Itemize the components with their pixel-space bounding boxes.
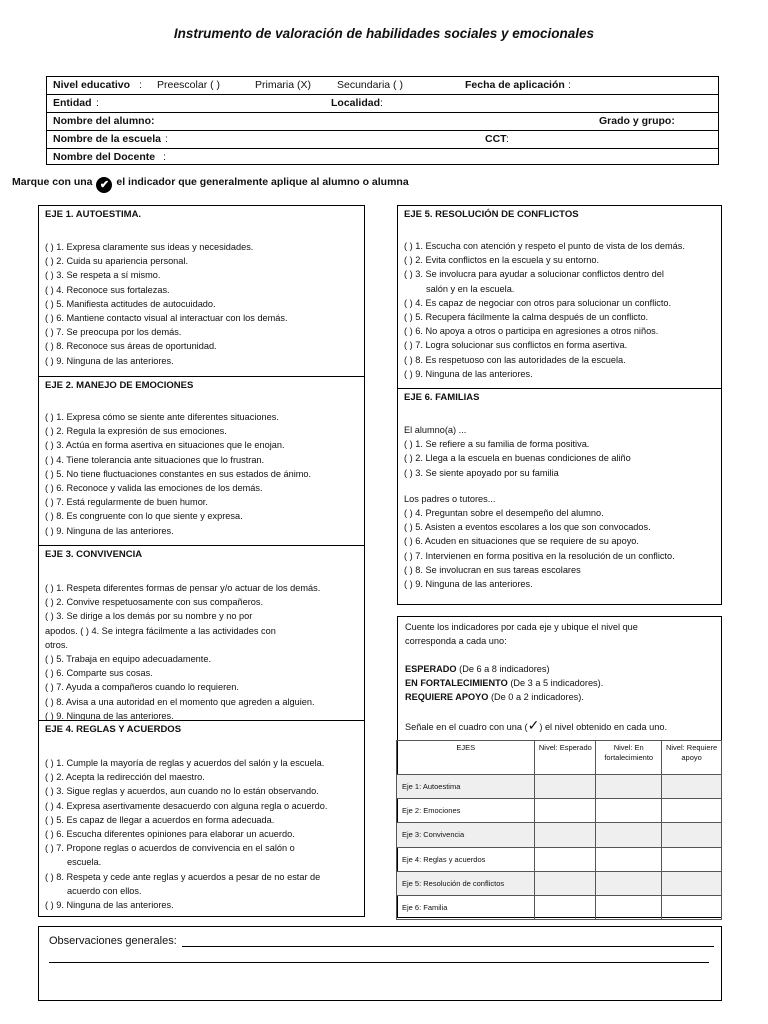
eje5-list xyxy=(404,239,685,381)
eje5-title: EJE 5. RESOLUCIÓN DE CONFLICTOS xyxy=(404,209,579,220)
list-item[interactable]: ( ) 9. Ninguna de las anteriores. xyxy=(404,579,533,590)
document-title: Instrumento de valoración de habilidades sociales y emocionales xyxy=(173,26,595,41)
signal-text-after: ) el nivel obtenido en cada uno. xyxy=(539,722,668,732)
header-info-table xyxy=(46,76,719,165)
esperado-label: ESPERADO xyxy=(405,664,457,674)
esperado-cell[interactable] xyxy=(535,895,596,919)
list-item[interactable]: ( ) 9. Ninguna de las anteriores. xyxy=(45,355,174,366)
nombre-docente-label: Nombre del Docente xyxy=(53,151,156,163)
eje6-title: EJE 6. FAMILIAS xyxy=(404,392,480,403)
esperado-cell[interactable] xyxy=(535,823,596,847)
fortalecimiento-label: EN FORTALECIMIENTO xyxy=(405,678,508,688)
padres-intro: Los padres o tutores... xyxy=(404,493,496,504)
header-ejes: EJES xyxy=(397,741,535,775)
list-item[interactable]: ( ) 7. Intervienen en forma positiva en la resolución de un conflicto. xyxy=(404,550,675,561)
list-item[interactable]: ( ) 1. Expresa cómo se siente ante diferentes situaciones. xyxy=(45,412,279,422)
summary-instructions xyxy=(405,620,667,734)
fortalecimiento-cell[interactable] xyxy=(596,847,662,871)
eje-label: Eje 4: Reglas y acuerdos xyxy=(397,847,535,871)
eje-label: Eje 6: Familia xyxy=(397,895,535,919)
fecha-aplicacion-label: Fecha de aplicación xyxy=(465,79,565,91)
header-row-escuela xyxy=(47,131,718,149)
spacer xyxy=(404,480,675,492)
fortalecimiento-cell[interactable] xyxy=(596,871,662,895)
eje6-list xyxy=(404,423,675,591)
list-item[interactable]: ( ) 3. Se siente apoyado por su familia xyxy=(404,467,559,478)
fortalecimiento-cell[interactable] xyxy=(596,775,662,799)
list-item[interactable]: ( ) 1. Expresa claramente sus ideas y necesidades. xyxy=(45,242,254,252)
list-item[interactable]: ( ) 5. No tiene fluctuaciones constantes en sus estados de ánimo. xyxy=(45,468,312,479)
eje2-list xyxy=(45,410,311,538)
list-item[interactable]: ( ) 8. Es respetuoso con las autoridades de la escuela. xyxy=(404,354,626,365)
list-item[interactable]: ( ) 9. Ninguna de las anteriores. xyxy=(45,525,174,536)
nivel-educativo-label: Nivel educativo xyxy=(53,79,131,91)
list-item[interactable]: apodos. ( ) 4. Se integra fácilmente a las actividades con xyxy=(45,625,276,636)
eje2-box xyxy=(38,376,365,546)
list-item[interactable]: ( ) 2. Llega a la escuela en buenas condiciones de aliño xyxy=(404,453,631,464)
esperado-cell[interactable] xyxy=(535,847,596,871)
observaciones-box xyxy=(38,926,722,1001)
list-item[interactable]: ( ) 5. Es capaz de llegar a acuerdos en forma adecuada. xyxy=(45,814,275,825)
esperado-cell[interactable] xyxy=(535,775,596,799)
list-item[interactable]: ( ) 4. Tiene tolerancia ante situaciones que lo frustran. xyxy=(45,454,265,465)
entidad-colon: : xyxy=(96,97,99,109)
preescolar-option[interactable]: Preescolar ( ) xyxy=(157,79,221,91)
instruction-line xyxy=(12,176,409,193)
instruction-text-before: Marque con una xyxy=(12,176,93,188)
eje4-box xyxy=(38,720,365,917)
nivel-colon: : xyxy=(139,79,142,91)
nombre-escuela-label: Nombre de la escuela xyxy=(53,133,161,145)
list-item[interactable]: ( ) 2. Acepta la redirección del maestro. xyxy=(45,772,205,783)
eje1-title: EJE 1. AUTOESTIMA. xyxy=(45,209,142,220)
apoyo-cell[interactable] xyxy=(662,871,722,895)
list-item-continuation: salón y en la escuela. xyxy=(426,283,515,294)
fortalecimiento-cell[interactable] xyxy=(596,799,662,823)
check-circle-icon: ✔ xyxy=(96,177,112,193)
header-requiere-apoyo: Nivel: Requiere apoyo xyxy=(662,741,722,775)
list-item[interactable]: ( ) 2. Convive respetuosamente con sus compañeros. xyxy=(45,597,264,608)
instruction-text-after: el indicador que generalmente aplique al alumno o alumna xyxy=(116,176,409,188)
list-item[interactable]: ( ) 5. Asisten a eventos escolares a los que son convocados. xyxy=(404,522,651,533)
header-row-docente xyxy=(47,149,718,167)
apoyo-detail: (De 0 a 2 indicadores). xyxy=(488,692,584,702)
eje1-box xyxy=(38,205,365,377)
table-row xyxy=(397,799,722,823)
list-item[interactable]: ( ) 1. Escucha con atención y respeto el punto de vista de los demás. xyxy=(404,241,685,251)
list-item[interactable]: ( ) 3. Se dirige a los demás por su nombre y no por xyxy=(45,611,253,622)
summary-line1: Cuente los indicadores por cada eje y ubique el nivel que xyxy=(405,622,638,632)
localidad-colon: : xyxy=(380,97,383,109)
header-row-nivel xyxy=(47,77,718,95)
localidad-label: Localidad xyxy=(331,97,381,109)
list-item[interactable]: ( ) 7. Logra solucionar sus conflictos en forma asertiva. xyxy=(404,340,628,351)
levels-table xyxy=(396,740,722,920)
entidad-label: Entidad xyxy=(53,97,92,109)
apoyo-label: REQUIERE APOYO xyxy=(405,692,489,702)
list-item[interactable]: ( ) 5. Trabaja en equipo adecuadamente. xyxy=(45,654,211,665)
esperado-cell[interactable] xyxy=(535,799,596,823)
apoyo-cell[interactable] xyxy=(662,847,722,871)
primaria-option[interactable]: Primaria (X) xyxy=(255,79,312,91)
observaciones-line-1[interactable] xyxy=(182,946,714,947)
header-row-alumno xyxy=(47,113,718,131)
apoyo-cell[interactable] xyxy=(662,775,722,799)
list-item[interactable]: ( ) 3. Se respeta a sí mismo. xyxy=(45,270,161,281)
checkmark-icon: ✓ xyxy=(527,717,540,733)
apoyo-cell[interactable] xyxy=(662,823,722,847)
eje-label: Eje 3: Convivencia xyxy=(397,823,535,847)
table-row xyxy=(397,871,722,895)
list-item: otros. xyxy=(45,639,68,650)
list-item[interactable]: ( ) 5. Recupera fácilmente la calma después de un conflicto. xyxy=(404,312,649,323)
eje3-box xyxy=(38,545,365,721)
list-item[interactable]: ( ) 4. Reconoce sus fortalezas. xyxy=(45,284,170,295)
list-item[interactable]: ( ) 4. Es capaz de negociar con otros para solucionar un conflicto. xyxy=(404,297,672,308)
eje4-title: EJE 4. REGLAS Y ACUERDOS xyxy=(45,724,182,735)
header-esperado: Nivel: Esperado xyxy=(535,741,596,775)
list-item[interactable]: ( ) 7. Propone reglas o acuerdos de convivencia en el salón o xyxy=(45,843,295,854)
apoyo-cell[interactable] xyxy=(662,799,722,823)
list-item[interactable]: ( ) 7. Ayuda a compañeros cuando lo requieren. xyxy=(45,682,239,693)
list-item[interactable]: ( ) 8. Es congruente con lo que siente y expresa. xyxy=(45,511,243,522)
list-item[interactable]: ( ) 6. No apoya a otros o participa en agresiones a otros niños. xyxy=(404,326,659,337)
signal-line xyxy=(405,718,667,734)
grado-grupo-label: Grado y grupo: xyxy=(599,115,675,127)
list-item-continuation: escuela. xyxy=(67,857,102,868)
secundaria-option[interactable]: Secundaria ( ) xyxy=(337,79,403,91)
table-row xyxy=(397,823,722,847)
fortalecimiento-line xyxy=(405,676,667,690)
summary-line2: corresponda a cada uno: xyxy=(405,636,507,646)
docente-colon: : xyxy=(163,151,166,163)
eje-label: Eje 2: Emociones xyxy=(397,799,535,823)
list-item[interactable]: ( ) 1. Cumple la mayoría de reglas y acuerdos del salón y la escuela. xyxy=(45,758,325,768)
list-item[interactable]: ( ) 4. Preguntan sobre el desempeño del alumno. xyxy=(404,508,604,519)
list-item[interactable]: ( ) 8. Respeta y cede ante reglas y acuerdos a pesar de no estar de xyxy=(45,871,321,882)
eje1-list xyxy=(45,240,288,368)
list-item[interactable]: ( ) 9. Ninguna de las anteriores. xyxy=(45,710,174,721)
list-item[interactable]: ( ) 6. Escucha diferentes opiniones para elaborar un acuerdo. xyxy=(45,829,295,840)
list-item[interactable]: ( ) 7. Está regularmente de buen humor. xyxy=(45,497,208,508)
esperado-detail: (De 6 a 8 indicadores) xyxy=(456,664,550,674)
list-item-continuation: acuerdo con ellos. xyxy=(67,885,142,896)
alumno-intro: El alumno(a) ... xyxy=(404,425,467,435)
table-row xyxy=(397,847,722,871)
fortalecimiento-cell[interactable] xyxy=(596,895,662,919)
escuela-colon: : xyxy=(165,133,168,145)
eje5-box xyxy=(397,205,722,389)
list-item[interactable]: ( ) 8. Avisa a una autoridad en el momento que agreden a alguien. xyxy=(45,696,315,707)
nombre-alumno-label: Nombre del alumno: xyxy=(53,115,155,127)
observaciones-label: Observaciones generales: xyxy=(49,935,177,947)
eje4-list xyxy=(45,756,327,912)
eje-label: Eje 1: Autoestima xyxy=(397,775,535,799)
eje3-list xyxy=(45,581,320,723)
esperado-line xyxy=(405,662,667,676)
table-row xyxy=(397,895,722,919)
cct-label: CCT xyxy=(485,133,507,145)
list-item[interactable]: ( ) 4. Expresa asertivamente desacuerdo con alguna regla o acuerdo. xyxy=(45,800,328,811)
list-item[interactable]: ( ) 1. Respeta diferentes formas de pensar y/o actuar de los demás. xyxy=(45,583,321,593)
list-item[interactable]: ( ) 8. Reconoce sus áreas de oportunidad. xyxy=(45,341,217,352)
levels-header-row xyxy=(397,741,722,775)
list-item[interactable]: ( ) 8. Se involucran en sus tareas escolares xyxy=(404,564,581,575)
list-item[interactable]: ( ) 6. Mantiene contacto visual al interactuar con los demás. xyxy=(45,313,288,324)
apoyo-line xyxy=(405,690,667,704)
list-item[interactable]: ( ) 1. Se refiere a su familia de forma positiva. xyxy=(404,439,590,450)
fecha-colon: : xyxy=(568,79,571,91)
list-item[interactable]: ( ) 5. Manifiesta actitudes de autocuidado. xyxy=(45,298,216,309)
list-item[interactable]: ( ) 6. Acuden en situaciones que se requiere de su apoyo. xyxy=(404,536,639,547)
esperado-cell[interactable] xyxy=(535,871,596,895)
signal-text-before: Señale en el cuadro con una ( xyxy=(405,722,528,732)
list-item[interactable]: ( ) 3. Se involucra para ayudar a solucionar conflictos dentro del xyxy=(404,269,664,280)
list-item[interactable]: ( ) 9. Ninguna de las anteriores. xyxy=(404,368,533,379)
header-fortalecimiento: Nivel: En fortalecimiento xyxy=(596,741,662,775)
eje2-title: EJE 2. MANEJO DE EMOCIONES xyxy=(45,380,194,391)
list-item[interactable]: ( ) 9. Ninguna de las anteriores. xyxy=(45,900,174,911)
fortalecimiento-cell[interactable] xyxy=(596,823,662,847)
list-item[interactable]: ( ) 6. Comparte sus cosas. xyxy=(45,668,153,679)
header-row-entidad xyxy=(47,95,718,113)
list-item[interactable]: ( ) 7. Se preocupa por los demás. xyxy=(45,327,182,338)
eje-label: Eje 5: Resolución de conflictos xyxy=(397,871,535,895)
list-item[interactable]: ( ) 6. Reconoce y valida las emociones de los demás. xyxy=(45,483,263,494)
list-item[interactable]: ( ) 3. Sigue reglas y acuerdos, aun cuando no lo están observando. xyxy=(45,786,319,797)
list-item[interactable]: ( ) 2. Evita conflictos en la escuela y su entorno. xyxy=(404,255,600,266)
apoyo-cell[interactable] xyxy=(662,895,722,919)
eje3-title: EJE 3. CONVIVENCIA xyxy=(45,549,143,560)
list-item[interactable]: ( ) 2. Regula la expresión de sus emociones. xyxy=(45,426,227,437)
table-row xyxy=(397,775,722,799)
observaciones-line-2[interactable] xyxy=(49,962,709,963)
list-item[interactable]: ( ) 2. Cuida su apariencia personal. xyxy=(45,256,188,267)
cct-colon: : xyxy=(506,133,509,145)
eje6-box xyxy=(397,388,722,605)
list-item[interactable]: ( ) 3. Actúa en forma asertiva en situaciones que le enojan. xyxy=(45,440,285,451)
fortalecimiento-detail: (De 3 a 5 indicadores). xyxy=(507,678,604,688)
